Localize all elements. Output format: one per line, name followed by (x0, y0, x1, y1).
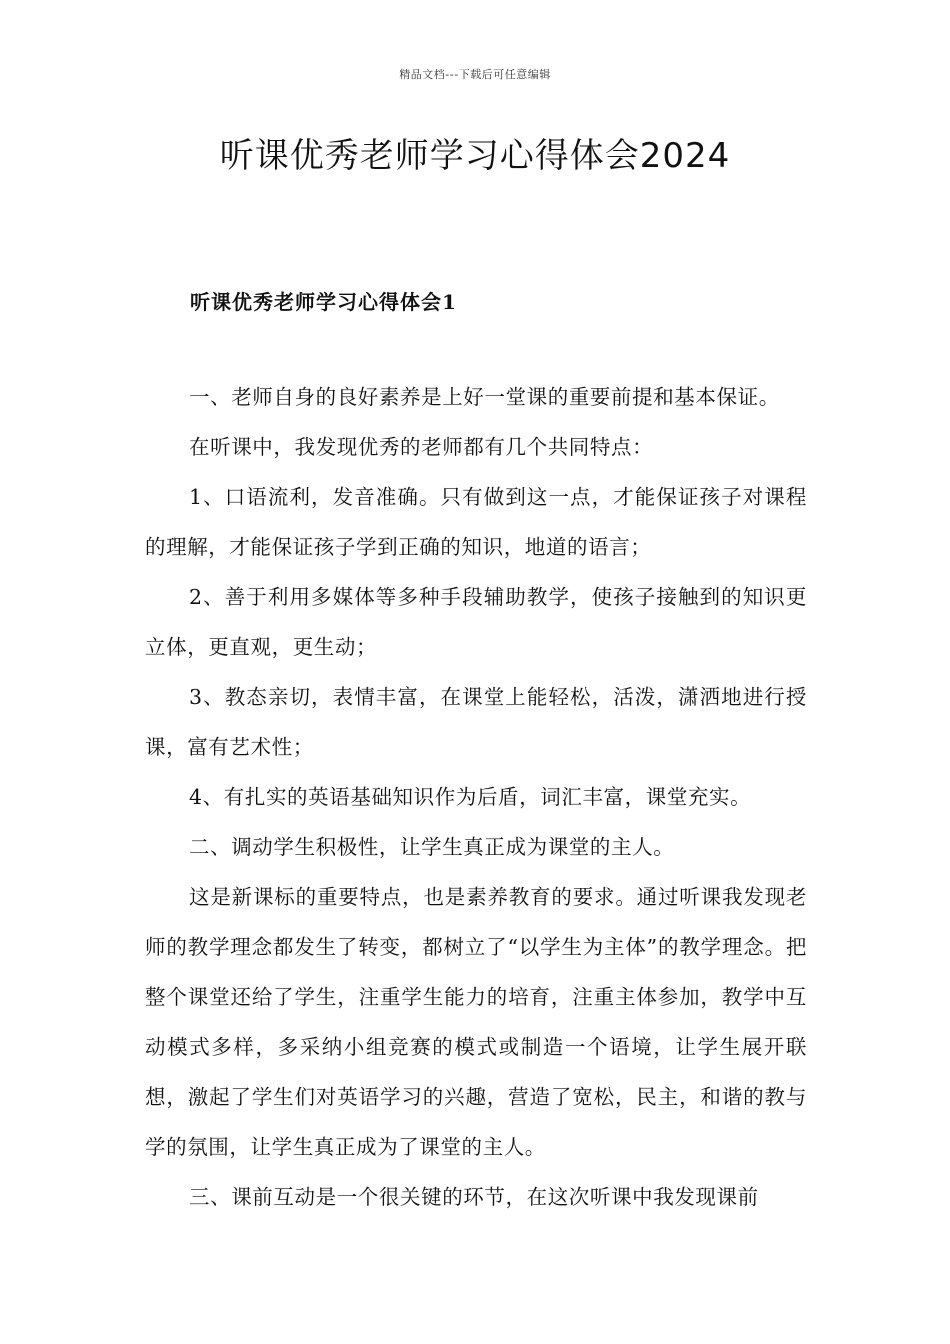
body-text (145, 372, 807, 1222)
header-note: 精品文档---下载后可任意编辑 (399, 68, 551, 81)
section-title: 听课优秀老师学习心得体会1 (190, 290, 457, 314)
paragraph: 4、有扎实的英语基础知识作为后盾，词汇丰富，课堂充实。 (189, 785, 752, 809)
paragraph: 二、调动学生积极性，让学生真正成为课堂的主人。 (189, 835, 675, 859)
paragraph: 在听课中，我发现优秀的老师都有几个共同特点： (189, 435, 654, 459)
paragraph: 2、善于利用多媒体等多种手段辅助教学，使孩子接触到的知识更立体，更直观，更生动； (145, 585, 807, 659)
paragraph: 三、课前互动是一个很关键的环节，在这次听课中我发现课前 (189, 1185, 759, 1209)
document-title: 听课优秀老师学习心得体会2024 (219, 136, 731, 176)
paragraph: 这是新课标的重要特点，也是素养教育的要求。通过听课我发现老师的教学理念都发生了转变，都树立了“以学生为主体”的教学理念。把整个课堂还给了学生，注重学生能力的培育，注重主体参加，教学中互动模式多样，多采纳小组竞赛的模式或制造一个语境，让学生展开联想，激起了学生们对英语学习的兴趣，营造了宽松，民主，和谐的教与学的氛围，让学生真正成为了课堂的主人。 (145, 885, 807, 1159)
paragraph: 一、老师自身的良好素养是上好一堂课的重要前提和基本保证。 (189, 385, 780, 409)
paragraph: 1、口语流利，发音准确。只有做到这一点，才能保证孩子对课程的理解，才能保证孩子学到正确的知识，地道的语言； (145, 485, 807, 559)
paragraph: 3、教态亲切，表情丰富，在课堂上能轻松，活泼，潇洒地进行授课，富有艺术性； (145, 685, 807, 759)
